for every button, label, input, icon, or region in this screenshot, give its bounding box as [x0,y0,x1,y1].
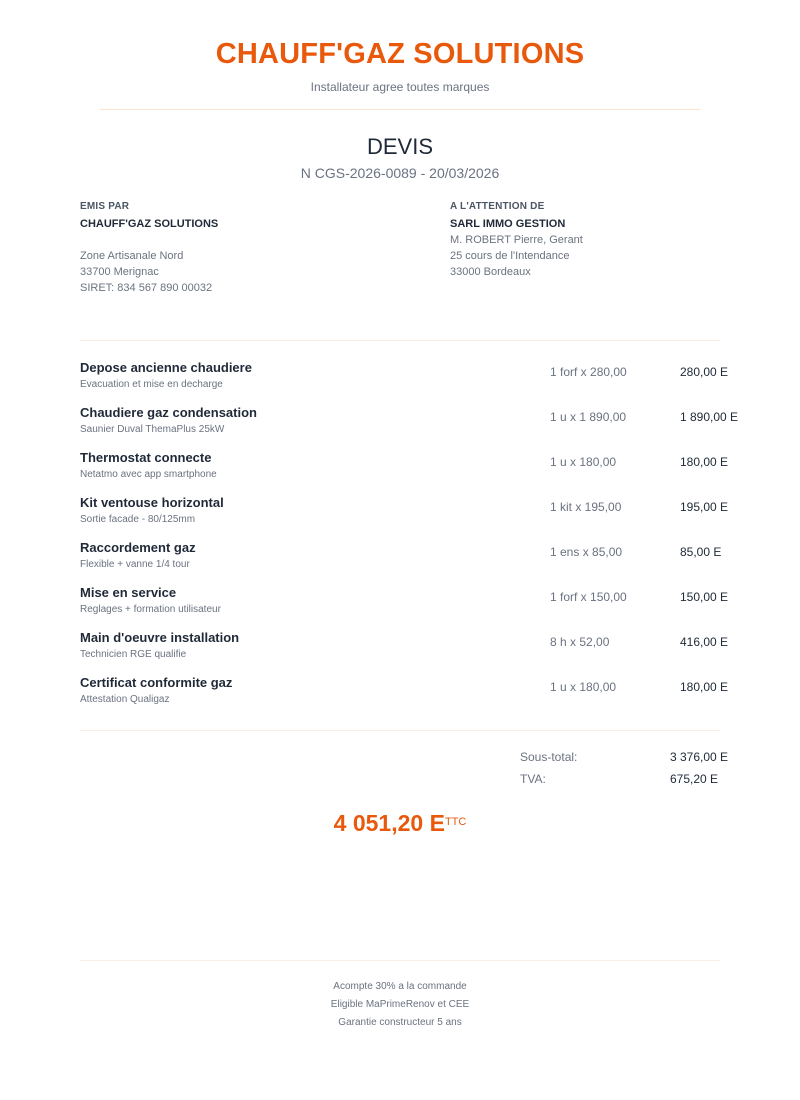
recipient-name: SARL IMMO GESTION [450,218,566,230]
item-title: Mise en service [80,585,177,600]
item-title: Chaudiere gaz condensation [80,405,257,420]
item-description: Netatmo avec app smartphone [80,469,217,480]
document-title: DEVIS [366,134,434,159]
item-quantity-price: 1 ens x 85,00 [550,545,623,559]
subtotal-value: 3 376,00 E [670,750,729,764]
item-title: Kit ventouse horizontal [80,495,224,510]
item-total: 150,00 E [680,590,729,604]
item-description: Evacuation et mise en decharge [80,379,223,390]
item-quantity-price: 1 kit x 195,00 [550,500,622,514]
item-title: Thermostat connecte [80,450,212,465]
footer-note: Garantie constructeur 5 ans [338,1017,462,1028]
issuer-label: EMIS PAR [80,201,130,212]
recipient-contact: M. ROBERT Pierre, Gerant [450,234,583,246]
issuer-address-line: 33700 Merignac [80,266,159,278]
item-description: Sortie facade - 80/125mm [80,514,196,525]
item-total: 180,00 E [680,455,729,469]
item-quantity-price: 1 forf x 150,00 [550,590,627,604]
parties-divider [80,340,720,341]
issuer-address-line: Zone Artisanale Nord [80,250,184,262]
footer-note: Acompte 30% a la commande [333,981,467,992]
footer-note: Eligible MaPrimeRenov et CEE [330,999,470,1010]
document-number-date: N CGS-2026-0089 - 20/03/2026 [300,165,500,181]
item-quantity-price: 1 forf x 280,00 [550,365,627,379]
grand-total-amount: 4 051,20 E [333,810,445,836]
item-description: Attestation Qualigaz [80,694,170,705]
item-title: Depose ancienne chaudiere [80,360,252,375]
company-tagline: Installateur agree toutes marques [310,80,490,94]
item-description: Technicien RGE qualifie [80,649,187,660]
grand-total [0,810,800,837]
item-quantity-price: 1 u x 180,00 [550,455,617,469]
header-divider [100,109,700,110]
company-name: CHAUFF'GAZ SOLUTIONS [215,38,585,70]
grand-total-suffix: TTC [444,816,467,828]
item-description: Saunier Duval ThemaPlus 25kW [80,424,225,435]
item-description: Flexible + vanne 1/4 tour [80,559,190,570]
item-total: 180,00 E [680,680,729,694]
issuer-siret: SIRET: 834 567 890 00032 [80,282,213,294]
footer-divider [80,960,720,961]
item-total: 416,00 E [680,635,729,649]
item-title: Main d'oeuvre installation [80,630,240,645]
item-title: Certificat conformite gaz [80,675,233,690]
item-total: 280,00 E [680,365,729,379]
item-total: 85,00 E [680,545,722,559]
tax-value: 675,20 E [670,772,719,786]
recipient-label: A L'ATTENTION DE [450,201,545,212]
item-quantity-price: 1 u x 180,00 [550,680,617,694]
recipient-address-line: 33000 Bordeaux [450,266,531,278]
subtotal-label: Sous-total: [520,750,578,764]
item-total: 195,00 E [680,500,729,514]
item-total: 1 890,00 E [680,410,739,424]
item-quantity-price: 1 u x 1 890,00 [550,410,627,424]
items-divider [80,730,720,731]
issuer-name: CHAUFF'GAZ SOLUTIONS [80,218,219,230]
item-title: Raccordement gaz [80,540,196,555]
tax-label: TVA: [520,772,546,786]
item-description: Reglages + formation utilisateur [80,604,221,615]
item-quantity-price: 8 h x 52,00 [550,635,610,649]
recipient-address-line: 25 cours de l'Intendance [450,250,570,262]
